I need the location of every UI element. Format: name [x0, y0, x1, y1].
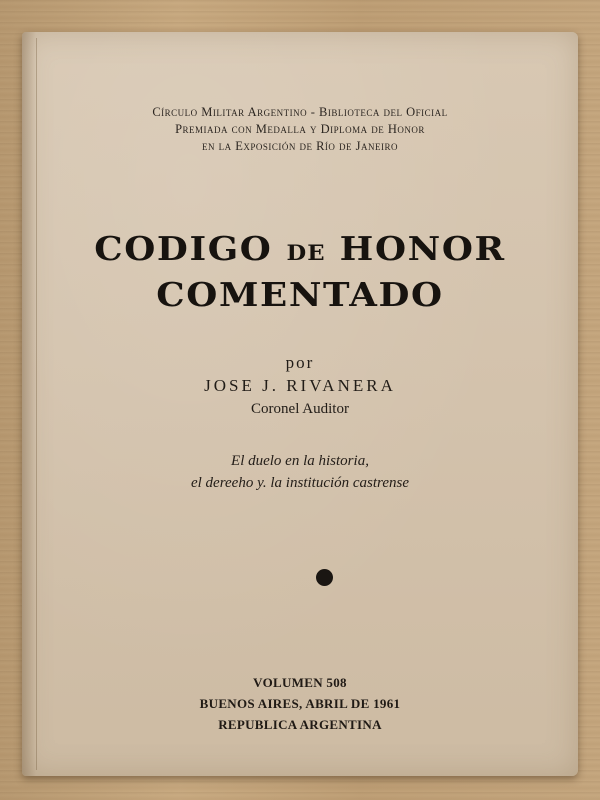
title-block	[0, 228, 600, 316]
header-line-1: Círculo Militar Argentino - Biblioteca del Oficial	[152, 105, 448, 119]
header-block	[22, 104, 578, 155]
title-word-codigo: CODIGO	[94, 229, 273, 268]
subtitle-block	[22, 450, 578, 494]
ornament-dot	[316, 569, 333, 586]
subtitle-line-1: El duelo en la historia,	[231, 453, 369, 469]
author-name: JOSE J. RIVANERA	[204, 376, 396, 395]
header-line-2: Premiada con Medalla y Diploma de Honor	[175, 122, 425, 136]
title-line-2: COMENTADO	[156, 275, 444, 314]
title-connector: DE	[286, 240, 326, 265]
header-line-3: en la Exposición de Río de Janeiro	[201, 139, 399, 153]
by-label: por	[285, 353, 315, 372]
title-line-1	[0, 228, 600, 274]
author-rank: Coronel Auditor	[251, 401, 349, 417]
book-cover	[22, 32, 578, 776]
subtitle-line-2: el dereeho y. la institución castrense	[190, 475, 409, 491]
country: REPUBLICA ARGENTINA	[218, 717, 382, 732]
author-block	[22, 352, 578, 420]
place-date: BUENOS AIRES, ABRIL DE 1961	[199, 696, 401, 711]
title-word-honor: HONOR	[339, 229, 506, 268]
volume-label: VOLUMEN 508	[253, 675, 347, 690]
imprint-block	[22, 672, 578, 735]
